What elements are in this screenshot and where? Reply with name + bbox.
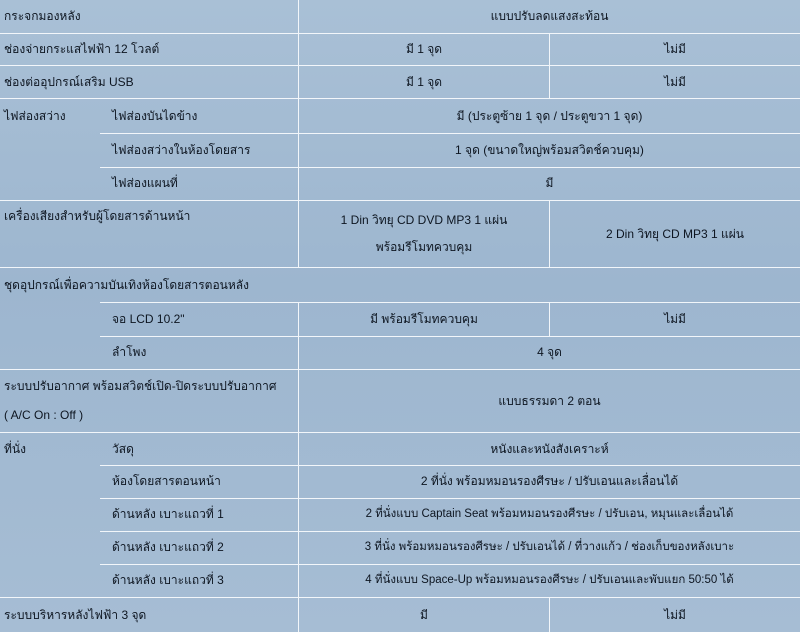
row-label: ช่องจ่ายกระแสไฟฟ้า 12 โวลต์ <box>4 42 160 56</box>
value-variant-1: มี พร้อมรีโมทควบคุม <box>370 311 478 326</box>
sub-label: ด้านหลัง เบาะแถวที่ 2 <box>112 540 224 554</box>
sub-label: ด้านหลัง เบาะแถวที่ 1 <box>112 507 224 521</box>
row-value: 2 ที่นั่ง พร้อมหมอนรองศีรษะ / ปรับเอนและเลื่อนได้ <box>420 474 679 488</box>
table-row <box>0 133 800 167</box>
sub-label: ลำโพง <box>112 345 147 359</box>
table-row <box>0 34 800 66</box>
table-row <box>0 531 800 564</box>
row-value: แบบปรับลดแสงสะท้อน <box>490 9 609 23</box>
sub-label: ด้านหลัง เบาะแถวที่ 3 <box>112 573 224 587</box>
row-value: 1 จุด (ขนาดใหญ่พร้อมสวิตช์ควบคุม) <box>455 142 644 157</box>
group-label: ไฟส่องสว่าง <box>4 108 66 123</box>
row-label: ช่องต่ออุปกรณ์เสริม USB <box>4 74 134 89</box>
sub-label: ไฟส่องแผนที่ <box>112 176 178 190</box>
table-row <box>0 370 800 433</box>
value-variant-2: ไม่มี <box>664 74 686 89</box>
table-row <box>0 99 800 133</box>
table-row <box>0 66 800 99</box>
value-variant-2: 2 Din วิทยุ CD MP3 1 แผ่น <box>605 226 744 241</box>
row-value: 4 จุด <box>537 345 562 359</box>
label-line: ระบบปรับอากาศ พร้อมสวิตช์เปิด-ปิดระบบปรับอากาศ <box>4 379 277 393</box>
row-label: ระบบบริหารหลังไฟฟ้า 3 จุด <box>4 607 147 622</box>
row-value: มี (ประตูซ้าย 1 จุด / ประตูขวา 1 จุด) <box>456 108 643 123</box>
table-row <box>0 268 800 302</box>
table-row <box>0 201 800 268</box>
table-row <box>0 465 800 498</box>
value-variant-2: ไม่มี <box>664 42 686 56</box>
label-line: ( A/C On : Off ) <box>4 408 84 422</box>
table-row <box>0 302 800 336</box>
value-variant-2: ไม่มี <box>664 607 686 622</box>
value-variant-1: มี 1 จุด <box>405 42 443 56</box>
sub-label: จอ LCD 10.2" <box>112 311 185 326</box>
group-label: ที่นั่ง <box>4 441 26 456</box>
row-value: 3 ที่นั่ง พร้อมหมอนรองศีรษะ / ปรับเอนได้ / ที่วางแก้ว / ช่องเก็บของหลังเบาะ <box>364 541 735 553</box>
value-variant-1: มี <box>420 607 428 622</box>
row-label: กระจกมองหลัง <box>4 9 81 23</box>
table-row <box>0 336 800 370</box>
row-value: หนังและหนังสังเคราะห์ <box>490 441 609 456</box>
sub-label: วัสดุ <box>112 441 134 456</box>
row-value: 4 ที่นั่งแบบ Space-Up พร้อมหมอนรองศีรษะ / ปรับเอนและพับแยก 50:50 ได้ <box>365 574 734 586</box>
value-line: 1 Din วิทยุ CD DVD MP3 1 แผ่น <box>340 213 508 227</box>
value-variant-1: มี 1 จุด <box>405 74 443 89</box>
table-row <box>0 433 800 465</box>
row-value: 2 ที่นั่งแบบ Captain Seat พร้อมหมอนรองศีรษะ / ปรับเอน, หมุนและเลื่อนได้ <box>365 508 734 520</box>
value-variant-2: ไม่มี <box>664 311 686 326</box>
value-variant-1 <box>299 201 549 267</box>
row-label: เครื่องเสียงสำหรับผู้โดยสารด้านหน้า <box>4 209 191 223</box>
table-row <box>0 0 800 34</box>
table-row <box>0 598 800 632</box>
table-row <box>0 498 800 531</box>
table-row <box>0 564 800 598</box>
table-row <box>0 167 800 201</box>
sub-label: ไฟส่องบันไดข้าง <box>112 108 198 123</box>
group-label: ชุดอุปกรณ์เพื่อความบันเทิงห้องโดยสารตอนหลัง <box>4 277 250 292</box>
row-label <box>4 370 276 432</box>
row-value: มี <box>545 176 554 190</box>
row-value: แบบธรรมดา 2 ตอน <box>498 393 601 408</box>
value-line: พร้อมรีโมทควบคุม <box>375 240 473 254</box>
sub-label: ห้องโดยสารตอนหน้า <box>112 474 221 488</box>
sub-label: ไฟส่องสว่างในห้องโดยสาร <box>112 142 251 157</box>
